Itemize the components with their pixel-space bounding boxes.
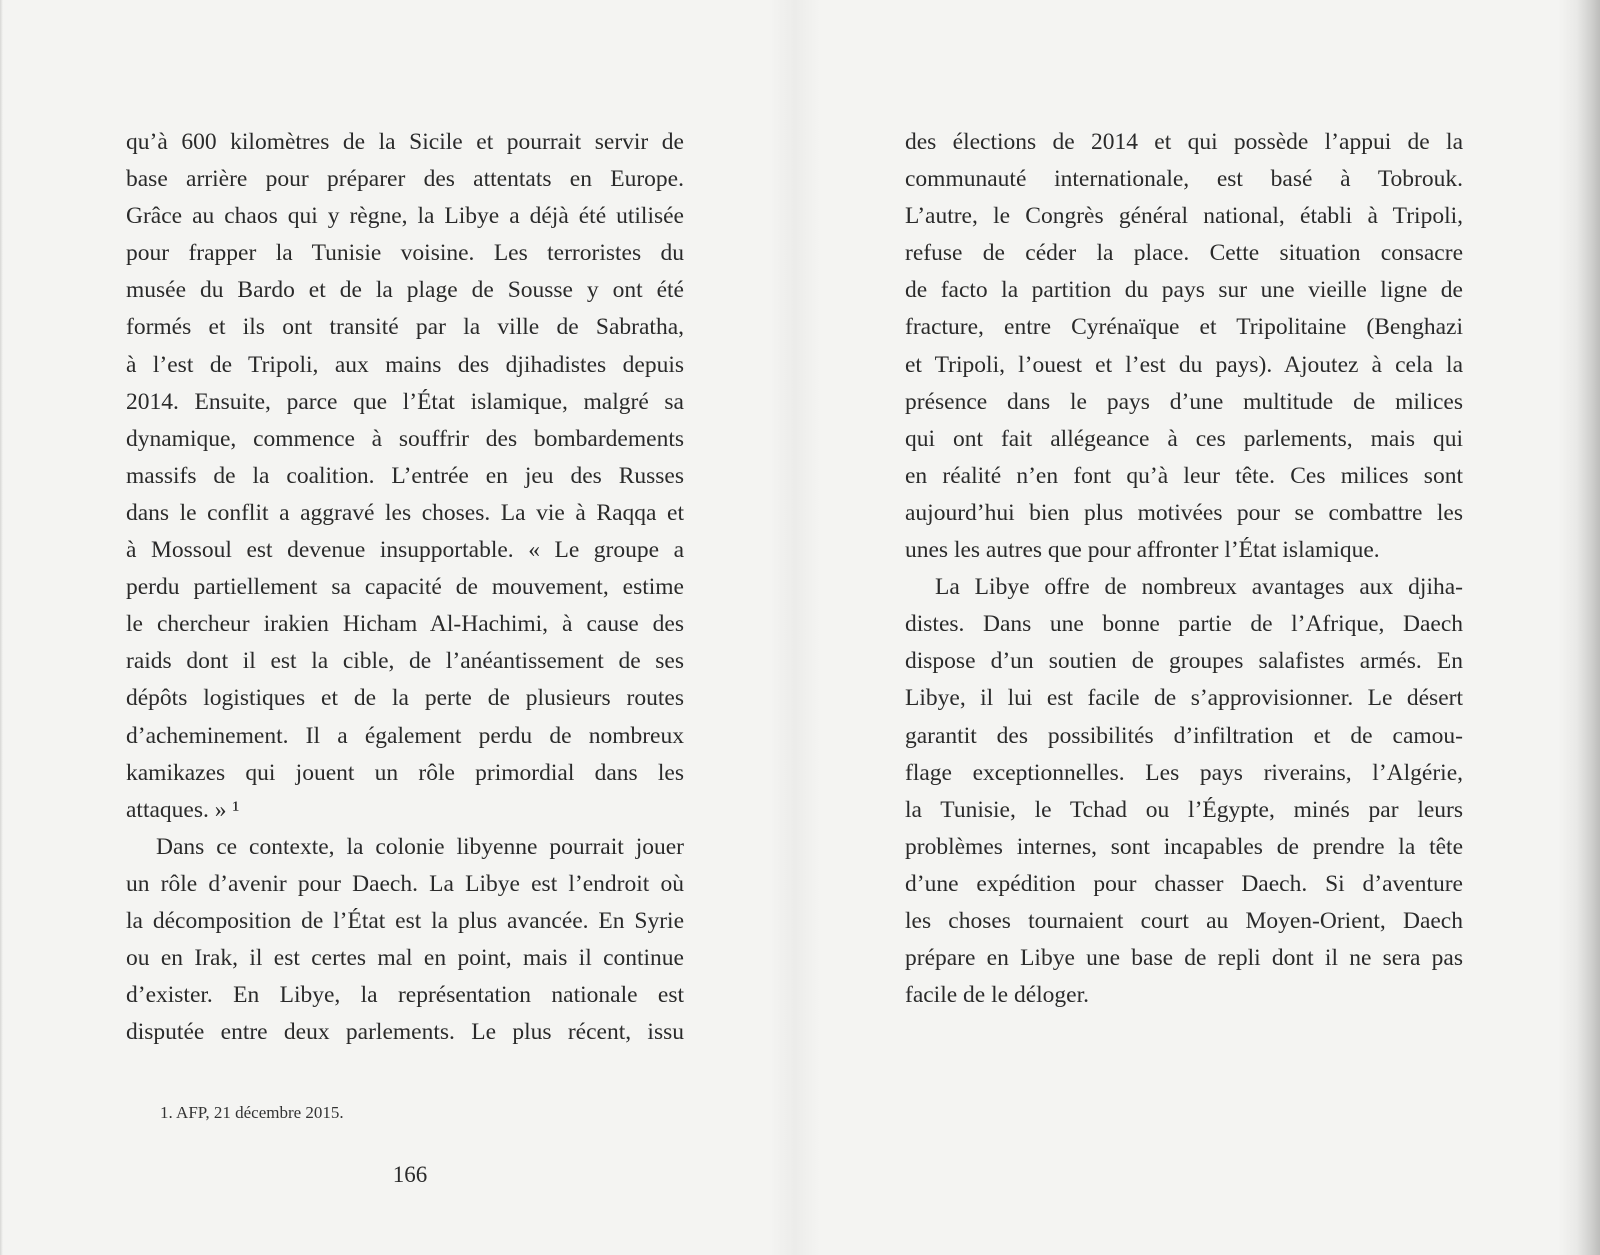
right-line-10: en réalité n’en font qu’à leur tête. Ces milices sont (905, 462, 1463, 489)
left-line-2: base arrière pour préparer des attentats en Europe. (126, 166, 684, 193)
right-line-15: dispose d’un soutien de groupes salafistes armés. En (905, 648, 1463, 675)
left-line-6: formés et ils ont transité par la ville de Sabratha, (126, 314, 684, 341)
right-line-7: et Tripoli, l’ouest et l’est du pays). Ajoutez à cela la (905, 351, 1463, 378)
left-line-10: massifs de la coalition. L’entrée en jeu des Russes (126, 462, 684, 489)
left-line-13: perdu partiellement sa capacité de mouvement, estime (126, 574, 684, 601)
right-line-14: distes. Dans une bonne partie de l’Afrique, Daech (905, 611, 1463, 638)
right-line-2: communauté internationale, est basé à Tobrouk. (905, 166, 1463, 193)
left-line-19: attaques. » ¹ (126, 796, 240, 823)
right-line-3: L’autre, le Congrès général national, établi à Tripoli, (905, 203, 1463, 230)
right-line-19: la Tunisie, le Tchad ou l’Égypte, minés par leurs (905, 796, 1463, 823)
footnote: 1. AFP, 21 décembre 2015. (160, 1103, 344, 1122)
right-page-text (905, 124, 1463, 1014)
left-page-text (126, 124, 684, 1051)
right-line-21: d’une expédition pour chasser Daech. Si d’aventure (905, 870, 1463, 897)
right-line-13: La Libye offre de nombreux avantages aux djiha- (935, 574, 1463, 601)
left-line-8: 2014. Ensuite, parce que l’État islamique, malgré sa (126, 388, 684, 415)
left-line-11: dans le conflit a aggravé les choses. La vie à Raqqa et (126, 499, 684, 526)
left-line-22: la décomposition de l’État est la plus avancée. En Syrie (126, 907, 684, 934)
right-line-4: refuse de céder la place. Cette situation consacre (905, 240, 1463, 267)
right-line-16: Libye, il lui est facile de s’approvisionner. Le désert (905, 685, 1463, 712)
right-line-20: problèmes internes, sont incapables de prendre la tête (905, 833, 1463, 860)
left-line-18: kamikazes qui jouent un rôle primordial dans les (126, 759, 684, 786)
right-line-8: présence dans le pays d’une multitude de milices (905, 388, 1463, 415)
left-line-3: Grâce au chaos qui y règne, la Libye a déjà été utilisée (126, 203, 684, 230)
right-line-18: flage exceptionnelles. Les pays riverains, l’Algérie, (905, 759, 1463, 786)
right-line-17: garantit des possibilités d’infiltration et de camou- (905, 722, 1463, 749)
left-line-1: qu’à 600 kilomètres de la Sicile et pourrait servir de (126, 129, 684, 155)
left-line-9: dynamique, commence à souffrir des bombardements (126, 425, 684, 452)
left-line-12: à Mossoul est devenue insupportable. « Le groupe a (126, 537, 684, 564)
book-gutter (770, 0, 820, 1255)
right-line-9: qui ont fait allégeance à ces parlements, mais qui (905, 425, 1463, 452)
page-number: 166 (392, 1162, 428, 1187)
left-line-4: pour frapper la Tunisie voisine. Les terroristes du (126, 240, 684, 267)
right-line-12: unes les autres que pour affronter l’État islamique. (905, 537, 1380, 564)
left-line-16: dépôts logistiques et de la perte de plusieurs routes (126, 685, 684, 712)
left-line-23: ou en Irak, il est certes mal en point, mais il continue (126, 945, 684, 972)
left-line-15: raids dont il est la cible, de l’anéantissement de ses (126, 648, 684, 675)
left-line-17: d’acheminement. Il a également perdu de nombreux (126, 722, 684, 749)
left-line-24: d’exister. En Libye, la représentation nationale est (126, 982, 684, 1009)
right-line-22: les choses tournaient court au Moyen-Orient, Daech (905, 907, 1463, 934)
left-line-20: Dans ce contexte, la colonie libyenne pourrait jouer (156, 833, 684, 860)
left-line-7: à l’est de Tripoli, aux mains des djihadistes depuis (126, 351, 684, 378)
left-line-5: musée du Bardo et de la plage de Sousse y ont été (126, 277, 684, 304)
right-line-1: des élections de 2014 et qui possède l’appui de la (905, 129, 1463, 155)
right-line-24: facile de le déloger. (905, 982, 1089, 1009)
right-line-23: prépare en Libye une base de repli dont il ne sera pas (905, 945, 1463, 972)
left-line-25: disputée entre deux parlements. Le plus récent, issu (126, 1019, 684, 1046)
left-page-edge (0, 0, 3, 1255)
right-page-edge-shadow (1558, 0, 1600, 1255)
right-line-6: fracture, entre Cyrénaïque et Tripolitaine (Benghazi (905, 314, 1463, 341)
right-line-5: de facto la partition du pays sur une vieille ligne de (905, 277, 1463, 304)
right-line-11: aujourd’hui bien plus motivées pour se combattre les (905, 499, 1463, 526)
left-line-14: le chercheur irakien Hicham Al-Hachimi, à cause des (126, 611, 684, 638)
left-line-21: un rôle d’avenir pour Daech. La Libye est l’endroit où (126, 870, 684, 897)
